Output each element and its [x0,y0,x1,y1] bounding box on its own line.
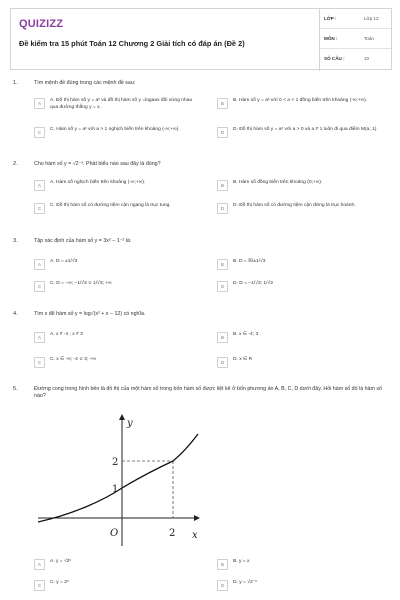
y-tick-label-2: 2 [112,457,119,468]
meta-value-subject: Toán [364,36,374,41]
option-text: B. x ∈ -4; 3 [233,332,259,337]
option-text: D. Đồ thị hàm số y = aˣ với a > 0 và a ≠ 1 luôn đi qua điểm M(a; 1). [233,127,378,132]
option-letter: D [217,357,228,368]
option-letter: D [217,127,228,138]
meta-panel [319,9,391,71]
origin-label: O [110,528,119,539]
y-axis-label: y [127,418,133,429]
option-text: C. x ∈ -∞; -4 ∪ 3; +∞ [50,357,96,362]
option-letter: C [34,127,45,138]
question-text: Tập xác định của hàm số y = 3x² − 1⁻² là: [34,238,132,244]
meta-label-subject: MÔN : [324,36,338,41]
option-text: C. Hàm số y = aˣ với a > 1 nghịch biến trên khoảng (-∞;+∞). [50,127,180,132]
x-tick-label: 2 [169,528,176,539]
option-letter: A [34,98,45,109]
function-curve [38,434,198,522]
option-text: A. D = ±1/√3 [50,259,78,264]
option-text: A. x ≠ -4 ; x ≠ 3 [50,332,83,337]
page-title: Đề kiểm tra 15 phút Toán 12 Chương 2 Giải tích có đáp án (Đề 2) [19,39,245,48]
option-letter: A [34,559,45,570]
meta-label-count: SỐ CÂU : [324,56,345,61]
option-letter: B [217,259,228,270]
option-letter: D [217,281,228,292]
header-box [10,8,392,70]
option-text: B. y = x [233,559,250,564]
option-text: C. y = 2ˣ [50,580,69,585]
question-text: Tìm x để hàm số y = log√(x² + x − 12) có nghĩa. [34,311,146,317]
option-letter: D [217,580,228,591]
y-tick-label-1: 1 [112,484,119,495]
meta-label-class: LỚP : [324,16,337,21]
option-text: C. D = −∞; −1/√3 ∪ 1/√3; +∞ [50,281,112,286]
meta-row-class [320,9,391,29]
meta-row-count [320,49,391,69]
option-text: D. x ∈ R [233,357,253,362]
option-text: B. Hàm số y = aˣ với 0 < a < 1 đồng biến trên khoảng (-∞;+∞). [233,98,368,103]
option-letter: B [217,98,228,109]
question-number: 4. [13,311,18,317]
option-text: D. Đồ thị hàm số có đường tiệm cận đứng là trục hoành. [233,203,356,208]
x-axis-label: x [192,530,198,541]
question-number: 5. [13,386,18,392]
option-text: A. Hàm số nghịch biến trên khoảng (-∞;+∞). [50,180,146,185]
option-text: C. Đồ thị hàm số có đường tiệm cận ngang là trục tung. [50,203,171,208]
option-letter: C [34,281,45,292]
function-graph [34,412,204,552]
option-letter: B [217,559,228,570]
y-axis-arrow [119,414,125,420]
meta-value-count: 10 [364,56,370,61]
question-number: 3. [13,238,18,244]
option-letter: C [34,580,45,591]
quizizz-logo: QUIZIZZ [19,18,64,30]
option-letter: C [34,203,45,214]
x-axis-arrow [194,515,200,521]
question-text: Cho hàm số y = √2⁻ˣ. Phát biểu nào sau đây là đúng? [34,161,161,167]
option-text: A. Đồ thị hàm số y = aˣ và đồ thị hàm số y =logaax đối xứng nhau qua đường thẳng y = x. [50,98,193,110]
option-letter: C [34,357,45,368]
option-text: A. y = √2ˣ [50,559,72,564]
option-text: D. D = −1/√3; 1/√3 [233,281,273,286]
question-text: Đường cong trong hình bên là đồ thị của một hàm số trong bốn hàm số được liệt kê ở bốn phương án A, B, C, D dưới đây. Hỏi hàm số đó là hàm số nào? [34,386,382,400]
option-letter: A [34,180,45,191]
meta-value-class: Lớp 12 [364,16,379,21]
meta-row-subject [320,29,391,49]
option-letter: B [217,332,228,343]
question-text: Tìm mệnh đề đúng trong các mệnh đề sau: [34,80,136,86]
option-letter: A [34,259,45,270]
option-letter: D [217,203,228,214]
option-text: B. D = ℝ\±1/√3 [233,259,266,264]
option-text: B. Hàm số đồng biến trên khoảng (0;+∞). [233,180,323,185]
option-letter: B [217,180,228,191]
question-number: 1. [13,80,18,86]
option-text: D. y = √2⁻ˣ [233,580,257,585]
option-letter: A [34,332,45,343]
question-number: 2. [13,161,18,167]
